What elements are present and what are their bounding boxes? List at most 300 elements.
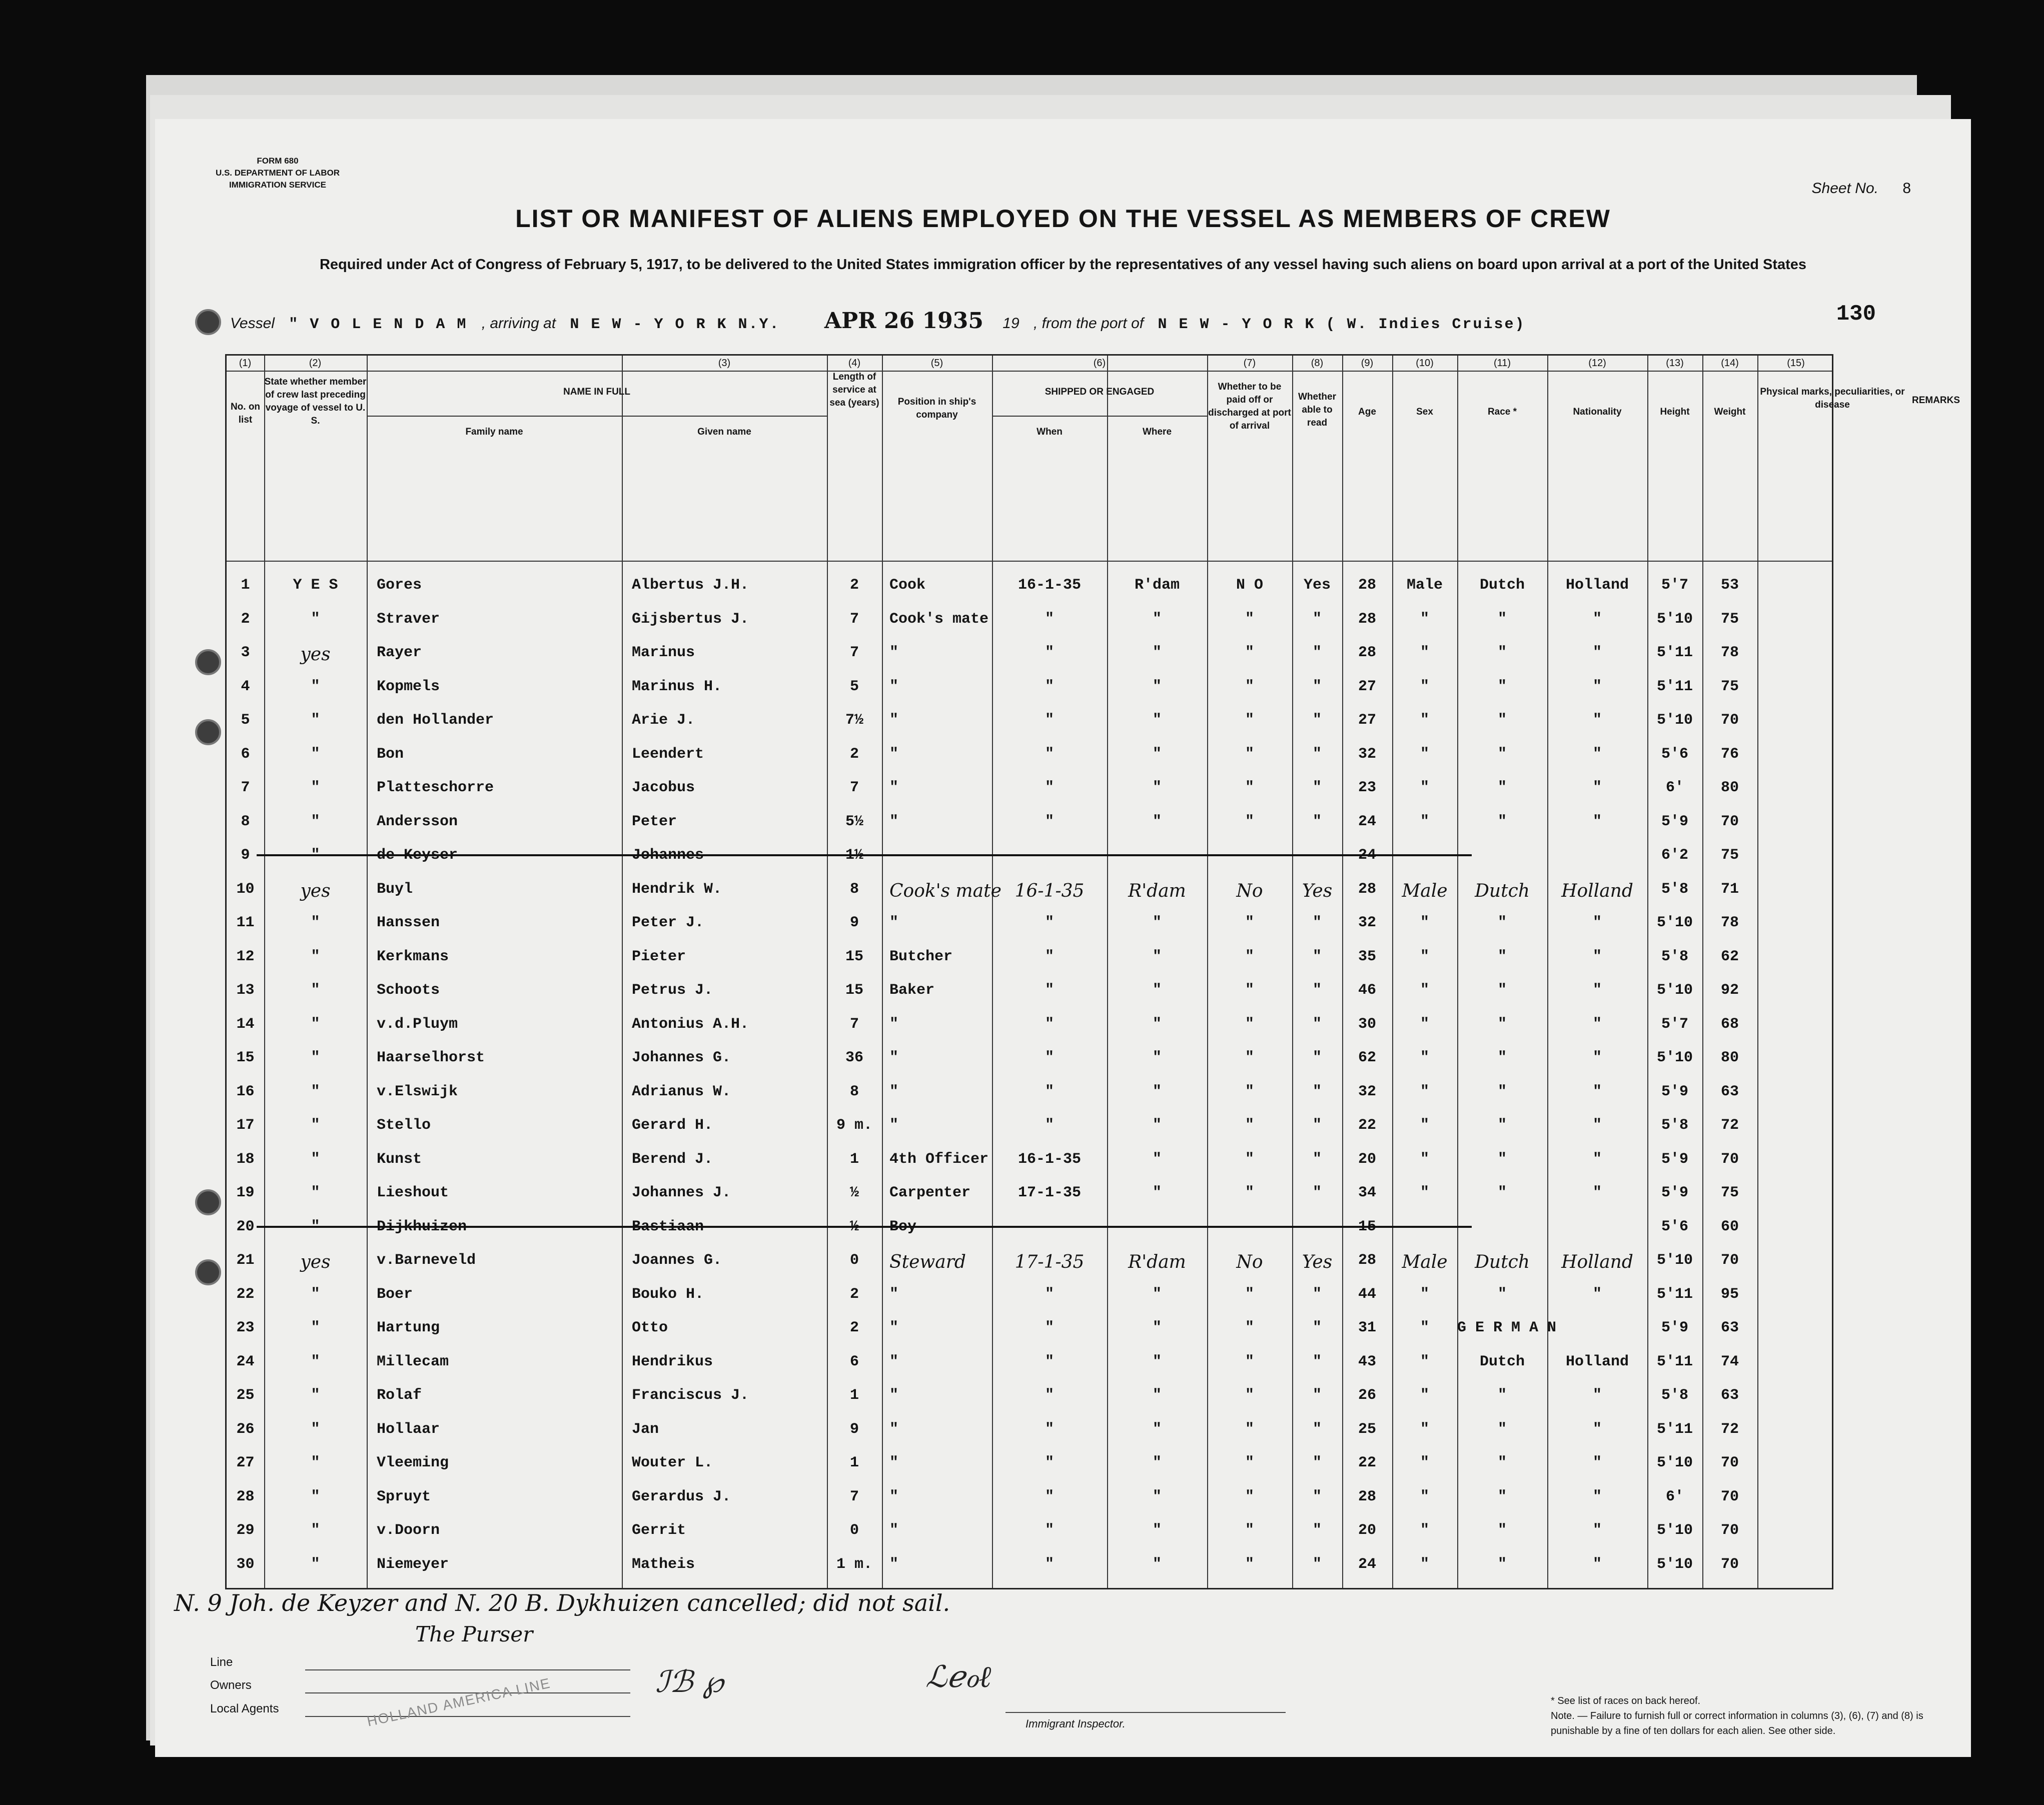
cell-weight: 68 [1720, 1015, 1739, 1033]
header-race: Race * [1487, 407, 1517, 417]
cell-age: 22 [1358, 1117, 1376, 1134]
cell-service: 2 [849, 577, 859, 594]
column-number: (9) [1361, 358, 1374, 369]
cell-paid: " [1245, 813, 1254, 830]
cell-nat: Holland [1565, 577, 1629, 594]
column-number-rule [227, 371, 1832, 372]
cell-weight: 80 [1720, 1049, 1739, 1066]
cell-family: Hanssen [377, 914, 440, 931]
cell-position: " [889, 779, 899, 796]
cell-no: 6 [241, 745, 250, 763]
cell-given: Marinus [632, 644, 695, 661]
cell-position: " [889, 813, 899, 830]
cell-read: Yes [1302, 880, 1333, 901]
cell-age: 32 [1358, 745, 1376, 763]
cell-service: 6 [849, 1353, 859, 1370]
strikethrough-line [257, 1226, 1472, 1228]
cell-state: " [311, 1218, 320, 1235]
line-label: Line [210, 1655, 233, 1669]
cell-no: 17 [236, 1117, 255, 1134]
cell-when: " [1045, 1555, 1054, 1573]
cell-sex: " [1420, 1319, 1429, 1336]
cell-race: " [1497, 1555, 1507, 1573]
cell-service: 8 [849, 880, 859, 898]
cell-no: 8 [241, 813, 250, 830]
cell-read: " [1312, 1353, 1322, 1370]
form-identifier [203, 155, 353, 191]
crew-row [227, 903, 1832, 941]
cell-age: 28 [1358, 610, 1376, 628]
cell-paid: " [1245, 1353, 1254, 1370]
crew-row [227, 1511, 1832, 1548]
header-state-whether: State whether member of crew last preceding voyage of vessel to U. S. [264, 377, 367, 426]
subheader-rule [367, 416, 827, 417]
cell-nat: " [1592, 1522, 1602, 1539]
cell-family: Vleeming [377, 1454, 449, 1471]
cell-age: 22 [1358, 1454, 1376, 1471]
year-label: 19 [1002, 315, 1019, 332]
cell-no: 27 [236, 1454, 255, 1471]
cell-family: Gores [377, 577, 422, 594]
cell-state: " [311, 610, 320, 628]
punch-hole [195, 1189, 221, 1215]
header-bottom-rule [227, 561, 1832, 562]
cell-no: 28 [236, 1488, 255, 1505]
cell-family: den Hollander [377, 712, 494, 729]
sheet-no-value: 8 [1902, 180, 1911, 197]
cell-position: Cook [889, 577, 926, 594]
cell-nat: " [1592, 678, 1602, 695]
cell-given: Joannes G. [632, 1252, 722, 1269]
cell-height: 5'10 [1656, 982, 1693, 999]
department-label: U.S. DEPARTMENT OF LABOR [215, 168, 340, 178]
cell-nat: Holland [1561, 880, 1633, 901]
cell-service: 7 [849, 1015, 859, 1033]
cell-paid: " [1245, 1015, 1254, 1033]
cell-paid: " [1245, 1522, 1254, 1539]
cell-paid: No [1236, 880, 1263, 901]
cell-nat: " [1592, 1015, 1602, 1033]
cell-given: Adrianus W. [632, 1083, 731, 1100]
column-number: (15) [1787, 358, 1805, 369]
cell-weight: 78 [1720, 644, 1739, 661]
crew-row [227, 1140, 1832, 1177]
cell-paid: " [1245, 1319, 1254, 1336]
cell-given: Pieter [632, 948, 686, 965]
cell-weight: 76 [1720, 745, 1739, 763]
cell-when: " [1045, 813, 1054, 830]
crew-row [227, 1038, 1832, 1076]
header-remarks: REMARKS [1911, 395, 1960, 406]
cell-read: " [1312, 644, 1322, 661]
cell-weight: 70 [1720, 1555, 1739, 1573]
cell-no: 15 [236, 1049, 255, 1066]
cell-where: " [1152, 779, 1162, 796]
cell-when: " [1045, 1083, 1054, 1100]
cell-paid: " [1245, 1488, 1254, 1505]
punch-hole [195, 309, 221, 335]
cell-weight: 70 [1720, 712, 1739, 729]
cell-height: 5'10 [1656, 1454, 1693, 1471]
cell-state: " [311, 1522, 320, 1539]
cell-where: " [1152, 1285, 1162, 1303]
cell-read: " [1312, 813, 1322, 830]
cell-race: " [1497, 1387, 1507, 1404]
cell-height: 5'6 [1661, 745, 1688, 763]
cell-given: Gijsbertus J. [632, 610, 749, 628]
cell-read: " [1312, 745, 1322, 763]
manifest-page [155, 119, 1971, 1757]
cell-no: 5 [241, 712, 250, 729]
cell-family: Straver [377, 610, 440, 628]
cell-position: Carpenter [889, 1184, 971, 1201]
cell-position: " [889, 712, 899, 729]
cell-given: Jan [632, 1420, 659, 1438]
cell-weight: 63 [1720, 1319, 1739, 1336]
cell-service: 1½ [845, 847, 863, 864]
cell-state: " [311, 1083, 320, 1100]
cell-paid: " [1245, 1049, 1254, 1066]
cell-sex: " [1420, 745, 1429, 763]
cell-sex: " [1420, 982, 1429, 999]
cell-state: " [311, 678, 320, 695]
crew-row [227, 667, 1832, 705]
cell-position: " [889, 644, 899, 661]
cell-no: 10 [236, 880, 255, 898]
crew-row [227, 1207, 1832, 1245]
cell-given: Johannes G. [632, 1049, 731, 1066]
cell-state: " [311, 1319, 320, 1336]
cell-family: Kunst [377, 1150, 422, 1168]
cell-read: " [1312, 1083, 1322, 1100]
cell-weight: 53 [1720, 577, 1739, 594]
cell-when: " [1045, 779, 1054, 796]
cell-sex: " [1420, 1454, 1429, 1471]
column-number: (7) [1243, 358, 1256, 369]
cell-paid: " [1245, 1083, 1254, 1100]
cell-no: 13 [236, 982, 255, 999]
cell-paid: " [1245, 1150, 1254, 1168]
cell-sex: " [1420, 948, 1429, 965]
service-label: IMMIGRATION SERVICE [229, 180, 326, 190]
cell-given: Wouter L. [632, 1454, 713, 1471]
crew-row [227, 1072, 1832, 1110]
cell-age: 28 [1358, 1252, 1376, 1269]
cell-weight: 70 [1720, 1522, 1739, 1539]
cell-when: " [1045, 982, 1054, 999]
column-number: (3) [718, 358, 731, 369]
cell-where: " [1152, 1488, 1162, 1505]
cell-sex: " [1420, 644, 1429, 661]
cell-where: " [1152, 678, 1162, 695]
cell-when: " [1045, 914, 1054, 931]
cell-sex: " [1420, 914, 1429, 931]
crew-row [227, 600, 1832, 637]
cell-service: 9 [849, 914, 859, 931]
cell-nat: " [1592, 1387, 1602, 1404]
cell-state: " [311, 914, 320, 931]
cell-position: " [889, 1420, 899, 1438]
cell-height: 5'10 [1656, 914, 1693, 931]
footnotes [1551, 1693, 1936, 1738]
cell-height: 5'10 [1656, 1555, 1693, 1573]
cell-service: 7 [849, 610, 859, 628]
cell-read: " [1312, 914, 1322, 931]
cell-no: 20 [236, 1218, 255, 1235]
header-when: When [1037, 427, 1063, 437]
cell-state: " [311, 1049, 320, 1066]
cell-state: " [311, 1117, 320, 1134]
cell-service: 0 [849, 1522, 859, 1539]
header-given-name: Given name [697, 427, 751, 437]
header-height: Height [1660, 407, 1690, 417]
cell-service: 7 [849, 644, 859, 661]
cell-given: Johannes [632, 847, 704, 864]
cell-read: " [1312, 1454, 1322, 1471]
cell-age: 28 [1358, 880, 1376, 898]
cell-when: 16-1-35 [1017, 1150, 1082, 1168]
cell-nat: " [1592, 712, 1602, 729]
cell-family: Haarselhorst [377, 1049, 485, 1066]
cell-service: 1 [849, 1387, 859, 1404]
cell-family: Niemeyer [377, 1555, 449, 1573]
header-no-on-list: No. on list [230, 402, 261, 425]
cell-service: 9 [849, 1420, 859, 1438]
cell-paid: " [1245, 1184, 1254, 1201]
cell-paid: " [1245, 914, 1254, 931]
cell-height: 5'10 [1656, 1049, 1693, 1066]
cell-age: 26 [1358, 1387, 1376, 1404]
cell-sex: " [1420, 1420, 1429, 1438]
cell-service: 7 [849, 779, 859, 796]
cell-race: " [1497, 1015, 1507, 1033]
cell-service: 0 [849, 1252, 859, 1269]
strikethrough-line [257, 854, 1472, 856]
cell-no: 24 [236, 1353, 255, 1370]
cell-given: Otto [632, 1319, 668, 1336]
cell-given: Gerardus J. [632, 1488, 731, 1505]
cell-where: " [1152, 813, 1162, 830]
cell-read: " [1312, 678, 1322, 695]
cell-race: " [1497, 914, 1507, 931]
cell-position: " [889, 1454, 899, 1471]
cell-position: " [889, 1015, 899, 1033]
column-number: (8) [1311, 358, 1324, 369]
cell-sex: " [1420, 1184, 1429, 1201]
cell-nat: " [1592, 1083, 1602, 1100]
punch-hole [195, 649, 221, 675]
cell-read: " [1312, 610, 1322, 628]
cell-nat: " [1592, 1454, 1602, 1471]
cell-race: " [1497, 779, 1507, 796]
cell-age: 44 [1358, 1285, 1376, 1303]
cell-paid: " [1245, 1117, 1254, 1134]
cell-family: de Keyser [377, 847, 458, 864]
crew-row [227, 836, 1832, 873]
cell-height: 5'8 [1661, 1117, 1688, 1134]
cell-where: " [1152, 1454, 1162, 1471]
cell-nat: " [1592, 1117, 1602, 1134]
cell-given: Johannes J. [632, 1184, 731, 1201]
cell-given: Franciscus J. [632, 1387, 749, 1404]
cell-read: " [1312, 1488, 1322, 1505]
cell-given: Jacobus [632, 779, 695, 796]
cell-state: " [311, 779, 320, 796]
cell-position: " [889, 1522, 899, 1539]
cell-age: 31 [1358, 1319, 1376, 1336]
cell-family: v.Barneveld [377, 1252, 476, 1269]
cancellation-note: N. 9 Joh. de Keyzer and N. 20 B. Dykhuizen cancelled; did not sail. [174, 1589, 950, 1616]
cell-height: 6'2 [1661, 847, 1688, 864]
cell-service: 2 [849, 745, 859, 763]
cell-family: Buyl [377, 880, 413, 898]
cell-paid: " [1245, 745, 1254, 763]
cell-position: " [889, 1285, 899, 1303]
cell-weight: 60 [1720, 1218, 1739, 1235]
cell-height: 5'8 [1661, 880, 1688, 898]
cell-where: " [1152, 1420, 1162, 1438]
header-nationality: Nationality [1573, 407, 1622, 417]
cell-position: " [889, 1117, 899, 1134]
cell-paid: " [1245, 1387, 1254, 1404]
cell-state: " [311, 847, 320, 864]
cell-given: Peter [632, 813, 677, 830]
cell-height: 5'10 [1656, 1522, 1693, 1539]
cell-when: " [1045, 678, 1054, 695]
cell-age: 62 [1358, 1049, 1376, 1066]
cell-no: 29 [236, 1522, 255, 1539]
cell-height: 5'11 [1656, 1353, 1693, 1370]
cell-state: " [311, 1353, 320, 1370]
cell-weight: 62 [1720, 948, 1739, 965]
cell-age: 15 [1358, 1218, 1376, 1235]
cell-nat: " [1592, 1150, 1602, 1168]
cell-nat: " [1592, 1184, 1602, 1201]
cell-position: Boy [889, 1218, 917, 1235]
cell-where: R'dam [1128, 1252, 1186, 1272]
agents-rule [305, 1716, 630, 1717]
cell-where: " [1152, 745, 1162, 763]
cell-when: " [1045, 1353, 1054, 1370]
inspector-signature: ℒℯℴℓ [925, 1659, 991, 1694]
cell-weight: 70 [1720, 1252, 1739, 1269]
cell-weight: 75 [1720, 678, 1739, 695]
cell-no: 2 [241, 610, 250, 628]
manifest-table [225, 354, 1905, 1589]
cell-no: 3 [241, 644, 250, 661]
header-sex: Sex [1416, 407, 1433, 417]
header-family-name: Family name [465, 427, 523, 437]
cell-state: " [311, 1488, 320, 1505]
cell-height: 5'8 [1661, 948, 1688, 965]
cell-no: 12 [236, 948, 255, 965]
cell-sex: " [1420, 1555, 1429, 1573]
cell-paid: " [1245, 1420, 1254, 1438]
cell-age: 32 [1358, 1083, 1376, 1100]
cell-when: 16-1-35 [1014, 880, 1085, 901]
cell-weight: 74 [1720, 1353, 1739, 1370]
cell-age: 28 [1358, 1488, 1376, 1505]
cell-state: Y E S [293, 577, 338, 594]
cell-service: 1 [849, 1150, 859, 1168]
cell-position: " [889, 1488, 899, 1505]
cell-race: " [1497, 1117, 1507, 1134]
purser-signature: The Purser [415, 1622, 533, 1646]
cell-service: 2 [849, 1319, 859, 1336]
cell-height: 5'11 [1656, 1420, 1693, 1438]
inspector-rule [1005, 1712, 1286, 1713]
cell-age: 27 [1358, 678, 1376, 695]
header-name-in-full: NAME IN FULL [563, 387, 631, 397]
cell-state: " [311, 1150, 320, 1168]
cell-read: " [1312, 1522, 1322, 1539]
cell-age: 28 [1358, 577, 1376, 594]
cell-state: yes [300, 1252, 331, 1272]
crew-row [227, 1308, 1832, 1346]
cell-age: 28 [1358, 644, 1376, 661]
cell-race: Dutch [1475, 1252, 1530, 1272]
from-label: , from the port of [1034, 315, 1144, 332]
header-weight: Weight [1714, 407, 1746, 417]
cell-sex: " [1420, 678, 1429, 695]
cell-weight: 80 [1720, 779, 1739, 796]
crew-row [227, 1241, 1832, 1278]
arriving-port: N E W - Y O R K N.Y. [570, 316, 780, 333]
cell-family: Rayer [377, 644, 422, 661]
cell-given: Antonius A.H. [632, 1015, 749, 1033]
cell-weight: 70 [1720, 813, 1739, 830]
form-number: FORM 680 [257, 156, 299, 166]
cell-paid: N O [1236, 577, 1263, 594]
cell-nat: " [1592, 813, 1602, 830]
cell-nat: " [1592, 610, 1602, 628]
cell-sex: Male [1406, 577, 1443, 594]
cell-position: " [889, 914, 899, 931]
document-subtitle: Required under Act of Congress of February 5, 1917, to be delivered to the United States immigration officer by the representatives of any vessel having such aliens on board upon arrival at a port of the United States [319, 257, 1807, 273]
cell-read: " [1312, 1387, 1322, 1404]
cell-sex: " [1420, 1150, 1429, 1168]
cell-family: Platteschorre [377, 779, 494, 796]
cell-weight: 72 [1720, 1117, 1739, 1134]
cell-given: Bouko H. [632, 1285, 704, 1303]
cell-where: R'dam [1134, 577, 1180, 594]
cell-service: 9 m. [836, 1117, 872, 1134]
cell-weight: 72 [1720, 1420, 1739, 1438]
cell-when: " [1045, 1454, 1054, 1471]
column-number: (11) [1493, 358, 1511, 369]
crew-row [227, 633, 1832, 671]
cell-height: 5'11 [1656, 678, 1693, 695]
cell-when: " [1045, 1387, 1054, 1404]
cell-read: " [1312, 1555, 1322, 1573]
cell-sex: " [1420, 1015, 1429, 1033]
cell-nat: " [1592, 1049, 1602, 1066]
cell-family: Kerkmans [377, 948, 449, 965]
vessel-label: Vessel [230, 315, 275, 332]
cell-weight: 75 [1720, 847, 1739, 864]
cell-read: " [1312, 1117, 1322, 1134]
column-number: (12) [1588, 358, 1606, 369]
page-number: 130 [1836, 302, 1876, 327]
cell-height: 5'10 [1656, 712, 1693, 729]
cell-family: v.Elswijk [377, 1083, 458, 1100]
crew-row [227, 1106, 1832, 1143]
cell-service: 15 [845, 982, 863, 999]
cell-when: " [1045, 1319, 1054, 1336]
cell-age: 43 [1358, 1353, 1376, 1370]
cell-service: 7½ [845, 712, 863, 729]
cell-when: " [1045, 1015, 1054, 1033]
